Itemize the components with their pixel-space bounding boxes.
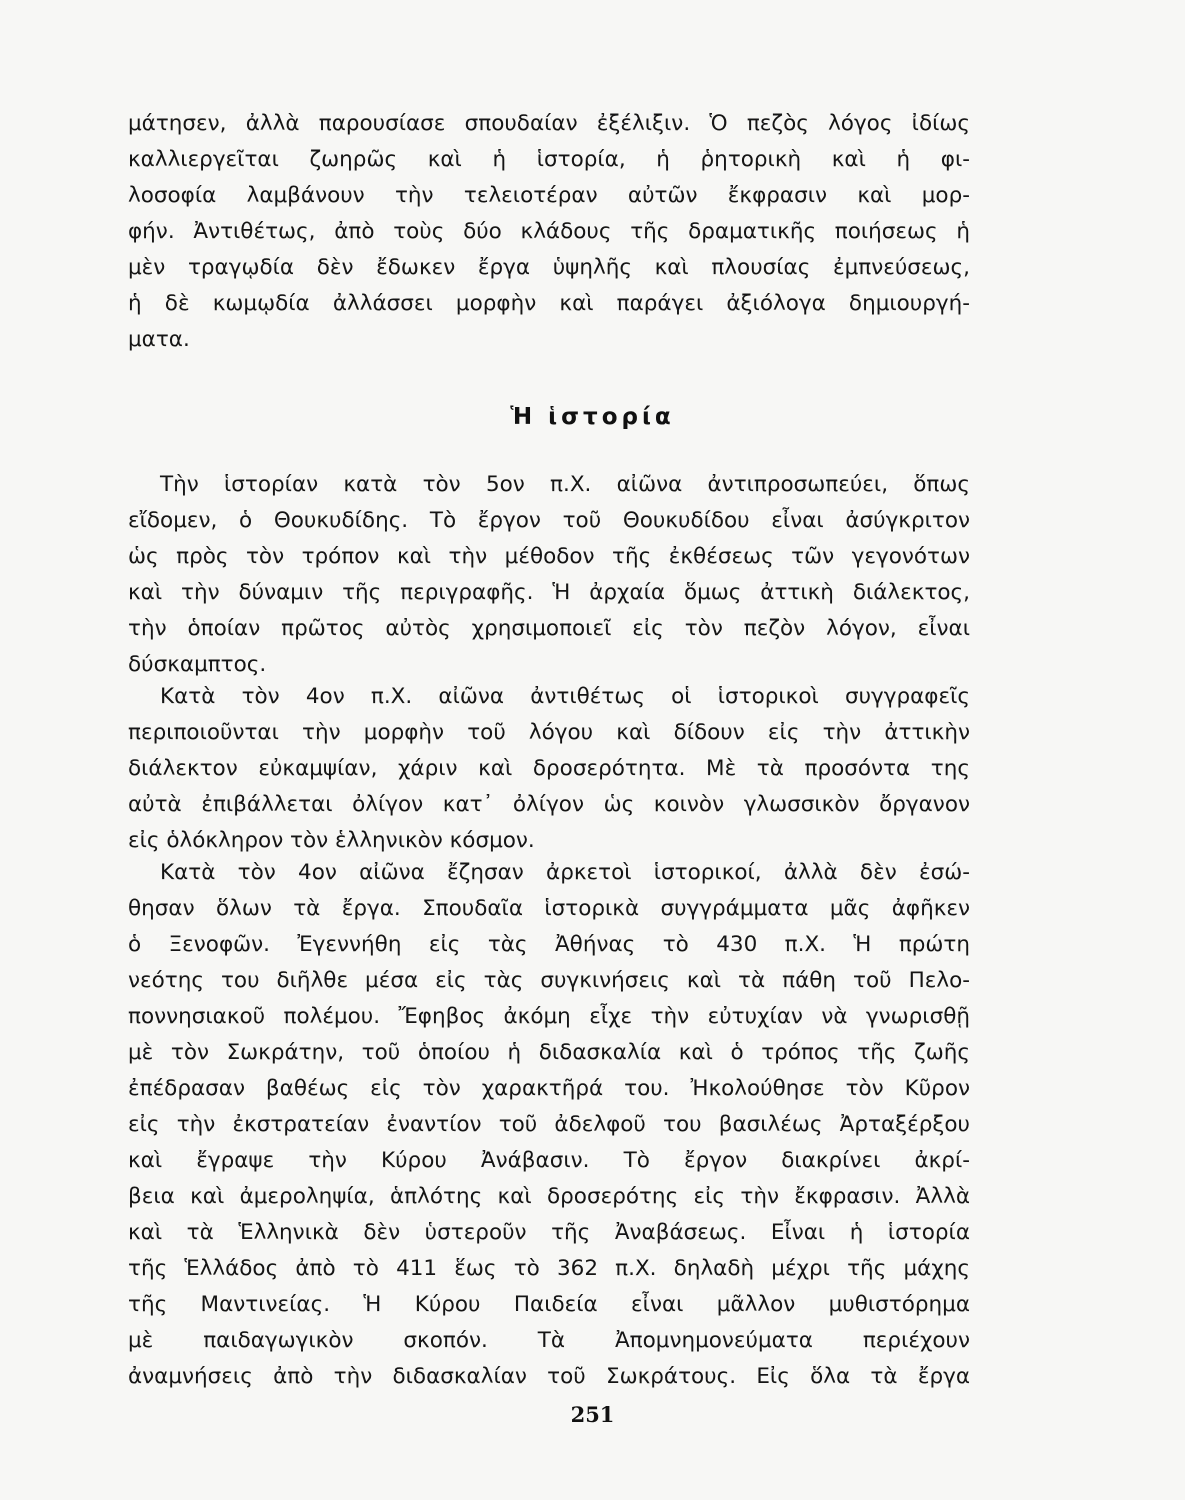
section-heading: Ἡ ἱστορία [510, 404, 675, 430]
text-line: λοσοφία λαμβάνουν τὴν τελειοτέραν αὐτῶν ἔκφρασιν καὶ μορ- [128, 183, 970, 208]
text-line: φήν. Ἀντιθέτως, ἀπὸ τοὺς δύο κλάδους τῆς δραματικῆς ποιήσεως ἡ [128, 219, 970, 244]
text-line: ὁ Ξενοφῶν. Ἐγεννήθη εἰς τὰς Ἀθήνας τὸ 430 π.Χ. Ἡ πρώτη [128, 932, 970, 957]
text-line: μὲ τὸν Σωκράτην, τοῦ ὁποίου ἡ διδασκαλία καὶ ὁ τρόπος τῆς ζωῆς [128, 1040, 970, 1065]
text-line: αὐτὰ ἐπιβάλλεται ὀλίγον κατ᾽ ὀλίγον ὡς κοινὸν γλωσσικὸν ὄργανον [128, 792, 970, 817]
text-line: μὲ παιδαγωγικὸν σκοπόν. Τὰ Ἀπομνημονεύματα περιέχουν [128, 1328, 970, 1353]
text-line: περιποιοῦνται τὴν μορφὴν τοῦ λόγου καὶ δίδουν εἰς τὴν ἀττικὴν [128, 720, 970, 745]
text-line: ἐπέδρασαν βαθέως εἰς τὸν χαρακτῆρά του. Ἠκολούθησε τὸν Κῦρον [128, 1076, 970, 1101]
text-line: ὡς πρὸς τὸν τρόπον καὶ τὴν μέθοδον τῆς ἐκθέσεως τῶν γεγονότων [128, 544, 970, 569]
text-line: βεια καὶ ἀμεροληψία, ἁπλότης καὶ δροσερότης εἰς τὴν ἔκφρασιν. Ἀλλὰ [128, 1184, 970, 1209]
text-line: ἡ δὲ κωμῳδία ἀλλάσσει μορφὴν καὶ παράγει ἀξιόλογα δημιουργή- [128, 291, 970, 316]
text-line: ἀναμνήσεις ἀπὸ τὴν διδασκαλίαν τοῦ Σωκράτους. Εἰς ὅλα τὰ ἔργα [128, 1364, 970, 1389]
text-line: διάλεκτον εὐκαμψίαν, χάριν καὶ δροσερότητα. Μὲ τὰ προσόντα της [128, 756, 970, 781]
text-line: Κατὰ τὸν 4ον αἰῶνα ἔζησαν ἀρκετοὶ ἱστορικοί, ἀλλὰ δὲν ἐσώ- [160, 860, 970, 885]
text-line: τῆς Μαντινείας. Ἡ Κύρου Παιδεία εἶναι μᾶλλον μυθιστόρημα [128, 1292, 970, 1317]
text-line: Τὴν ἱστορίαν κατὰ τὸν 5ον π.Χ. αἰῶνα ἀντιπροσωπεύει, ὅπως [160, 472, 970, 497]
text-line: εἰς τὴν ἐκστρατείαν ἐναντίον τοῦ ἀδελφοῦ του βασιλέως Ἀρταξέρξου [128, 1112, 970, 1137]
text-line: μὲν τραγῳδία δὲν ἔδωκεν ἔργα ὑψηλῆς καὶ πλουσίας ἐμπνεύσεως, [128, 255, 970, 280]
text-line: καὶ ἔγραψε τὴν Κύρου Ἀνάβασιν. Τὸ ἔργον διακρίνει ἀκρί- [128, 1148, 970, 1173]
text-line: μάτησεν, ἀλλὰ παρουσίασε σπουδαίαν ἐξέλιξιν. Ὁ πεζὸς λόγος ἰδίως [128, 111, 970, 136]
text-line: Κατὰ τὸν 4ον π.Χ. αἰῶνα ἀντιθέτως οἱ ἱστορικοὶ συγγραφεῖς [160, 684, 970, 709]
text-line: δύσκαμπτος. [128, 652, 267, 677]
page-number: 251 [570, 1402, 615, 1427]
text-line: εἰς ὁλόκληρον τὸν ἑλληνικὸν κόσμον. [128, 828, 535, 853]
text-line: καὶ τὴν δύναμιν τῆς περιγραφῆς. Ἡ ἀρχαία ὅμως ἀττικὴ διάλεκτος, [128, 580, 970, 605]
text-line: ματα. [128, 327, 190, 352]
text-line: τῆς Ἑλλάδος ἀπὸ τὸ 411 ἕως τὸ 362 π.Χ. δηλαδὴ μέχρι τῆς μάχης [128, 1256, 970, 1281]
text-line: θησαν ὅλων τὰ ἔργα. Σπουδαῖα ἱστορικὰ συγγράμματα μᾶς ἀφῆκεν [128, 896, 970, 921]
text-line: καὶ τὰ Ἑλληνικὰ δὲν ὑστεροῦν τῆς Ἀναβάσεως. Εἶναι ἡ ἱστορία [128, 1220, 970, 1245]
text-line: τὴν ὁποίαν πρῶτος αὐτὸς χρησιμοποιεῖ εἰς τὸν πεζὸν λόγον, εἶναι [128, 616, 970, 641]
text-line: νεότης του διῆλθε μέσα εἰς τὰς συγκινήσεις καὶ τὰ πάθη τοῦ Πελο- [128, 968, 970, 993]
text-line: εἴδομεν, ὁ Θουκυδίδης. Τὸ ἔργον τοῦ Θουκυδίδου εἶναι ἀσύγκριτον [128, 508, 970, 533]
text-line: ποννησιακοῦ πολέμου. Ἔφηβος ἀκόμη εἶχε τὴν εὐτυχίαν νὰ γνωρισθῇ [128, 1004, 970, 1029]
text-line: καλλιεργεῖται ζωηρῶς καὶ ἡ ἱστορία, ἡ ῥητορικὴ καὶ ἡ φι- [128, 147, 970, 172]
